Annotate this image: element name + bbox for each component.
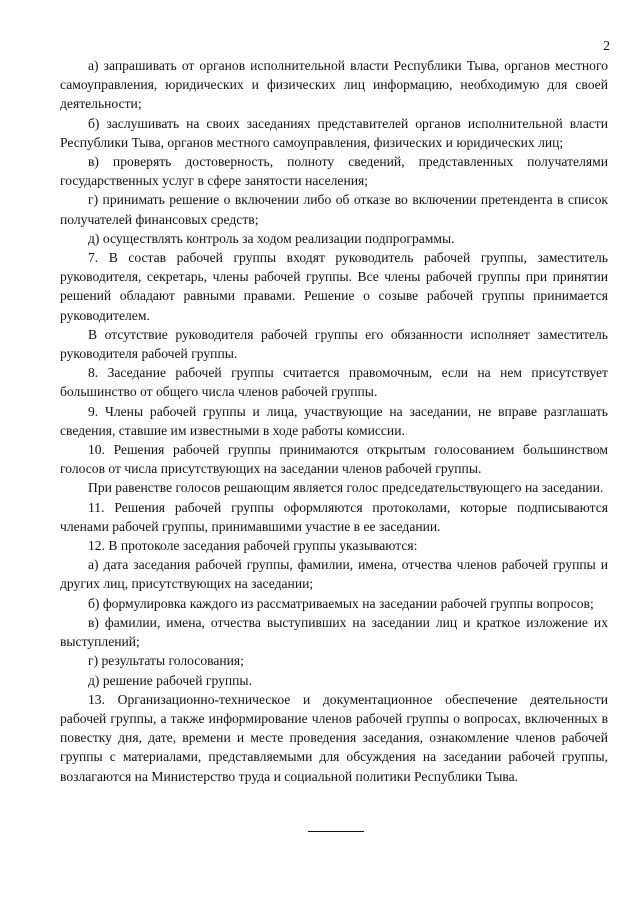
paragraph: г) принимать решение о включении либо об отказе во включении претендента в список получателей финансовых средств; xyxy=(60,192,608,227)
paragraph: д) осуществлять контроль за ходом реализации подпрограммы. xyxy=(88,230,455,246)
paragraph: б) формулировка каждого из рассматриваемых на заседании рабочей группы вопросов; xyxy=(88,595,594,611)
paragraph: г) результаты голосования; xyxy=(88,653,244,669)
paragraph: б) заслушивать на своих заседаниях представителей органов исполнительной власти Республики Тыва, органов местного самоуправления, физических и юридических лиц; xyxy=(60,115,608,150)
paragraph: При равенстве голосов решающим является голос председательствующего на заседании. xyxy=(88,480,604,496)
document-body xyxy=(60,56,608,786)
paragraph: а) дата заседания рабочей группы, фамилии, имена, отчества членов рабочей группы и других лиц, присутствующих на заседании; xyxy=(60,557,608,592)
paragraph: В отсутствие руководителя рабочей группы его обязанности исполняет заместитель руководителя рабочей группы. xyxy=(60,326,608,362)
paragraph: 7. В состав рабочей группы входят руководитель рабочей группы, заместитель руководителя, секретарь, члены рабочей группы. Все члены рабочей группы при принятии решений обладают равными правами. Решение о созыве рабочей группы принимается руководителем. xyxy=(60,250,608,323)
page-number: 2 xyxy=(603,38,610,53)
paragraph: 11. Решения рабочей группы оформляются протоколами, которые подписываются членами рабочей группы, принимавшими участие в ее заседании. xyxy=(60,499,608,534)
paragraph: 13. Организационно-техническое и документационное обеспечение деятельности рабочей группы, а также информирование членов рабочей группы о вопросах, включенных в повестку дня, дате, времени и месте проведения заседания, ознакомление членов рабочей группы с материалами, представляемыми для обсуждения на заседании рабочей группы, возлагаются на Министерство труда и социальной политики Республики Тыва. xyxy=(60,691,608,784)
paragraph: 9. Члены рабочей группы и лица, участвующие на заседании, не вправе разглашать сведения, ставшие им известными в ходе работы комиссии. xyxy=(60,403,608,438)
paragraph: в) фамилии, имена, отчества выступивших на заседании лиц и краткое изложение их выступлений; xyxy=(60,614,608,650)
paragraph: д) решение рабочей группы. xyxy=(88,672,252,688)
closing-rule xyxy=(308,831,364,832)
paragraph: 12. В протоколе заседания рабочей группы указываются: xyxy=(88,538,418,554)
paragraph: 8. Заседание рабочей группы считается правомочным, если на нем присутствует большинство от общего числа членов рабочей группы. xyxy=(60,365,608,400)
paragraph: 10. Решения рабочей группы принимаются открытым голосованием большинством голосов от числа присутствующих на заседании членов рабочей группы. xyxy=(60,442,608,477)
paragraph: а) запрашивать от органов исполнительной власти Республики Тыва, органов местного самоуправления, юридических и физических лиц информацию, необходимую для своей деятельности; xyxy=(60,58,608,112)
paragraph: в) проверять достоверность, полноту сведений, представленных получателями государственных услуг в сфере занятости населения; xyxy=(60,154,608,189)
